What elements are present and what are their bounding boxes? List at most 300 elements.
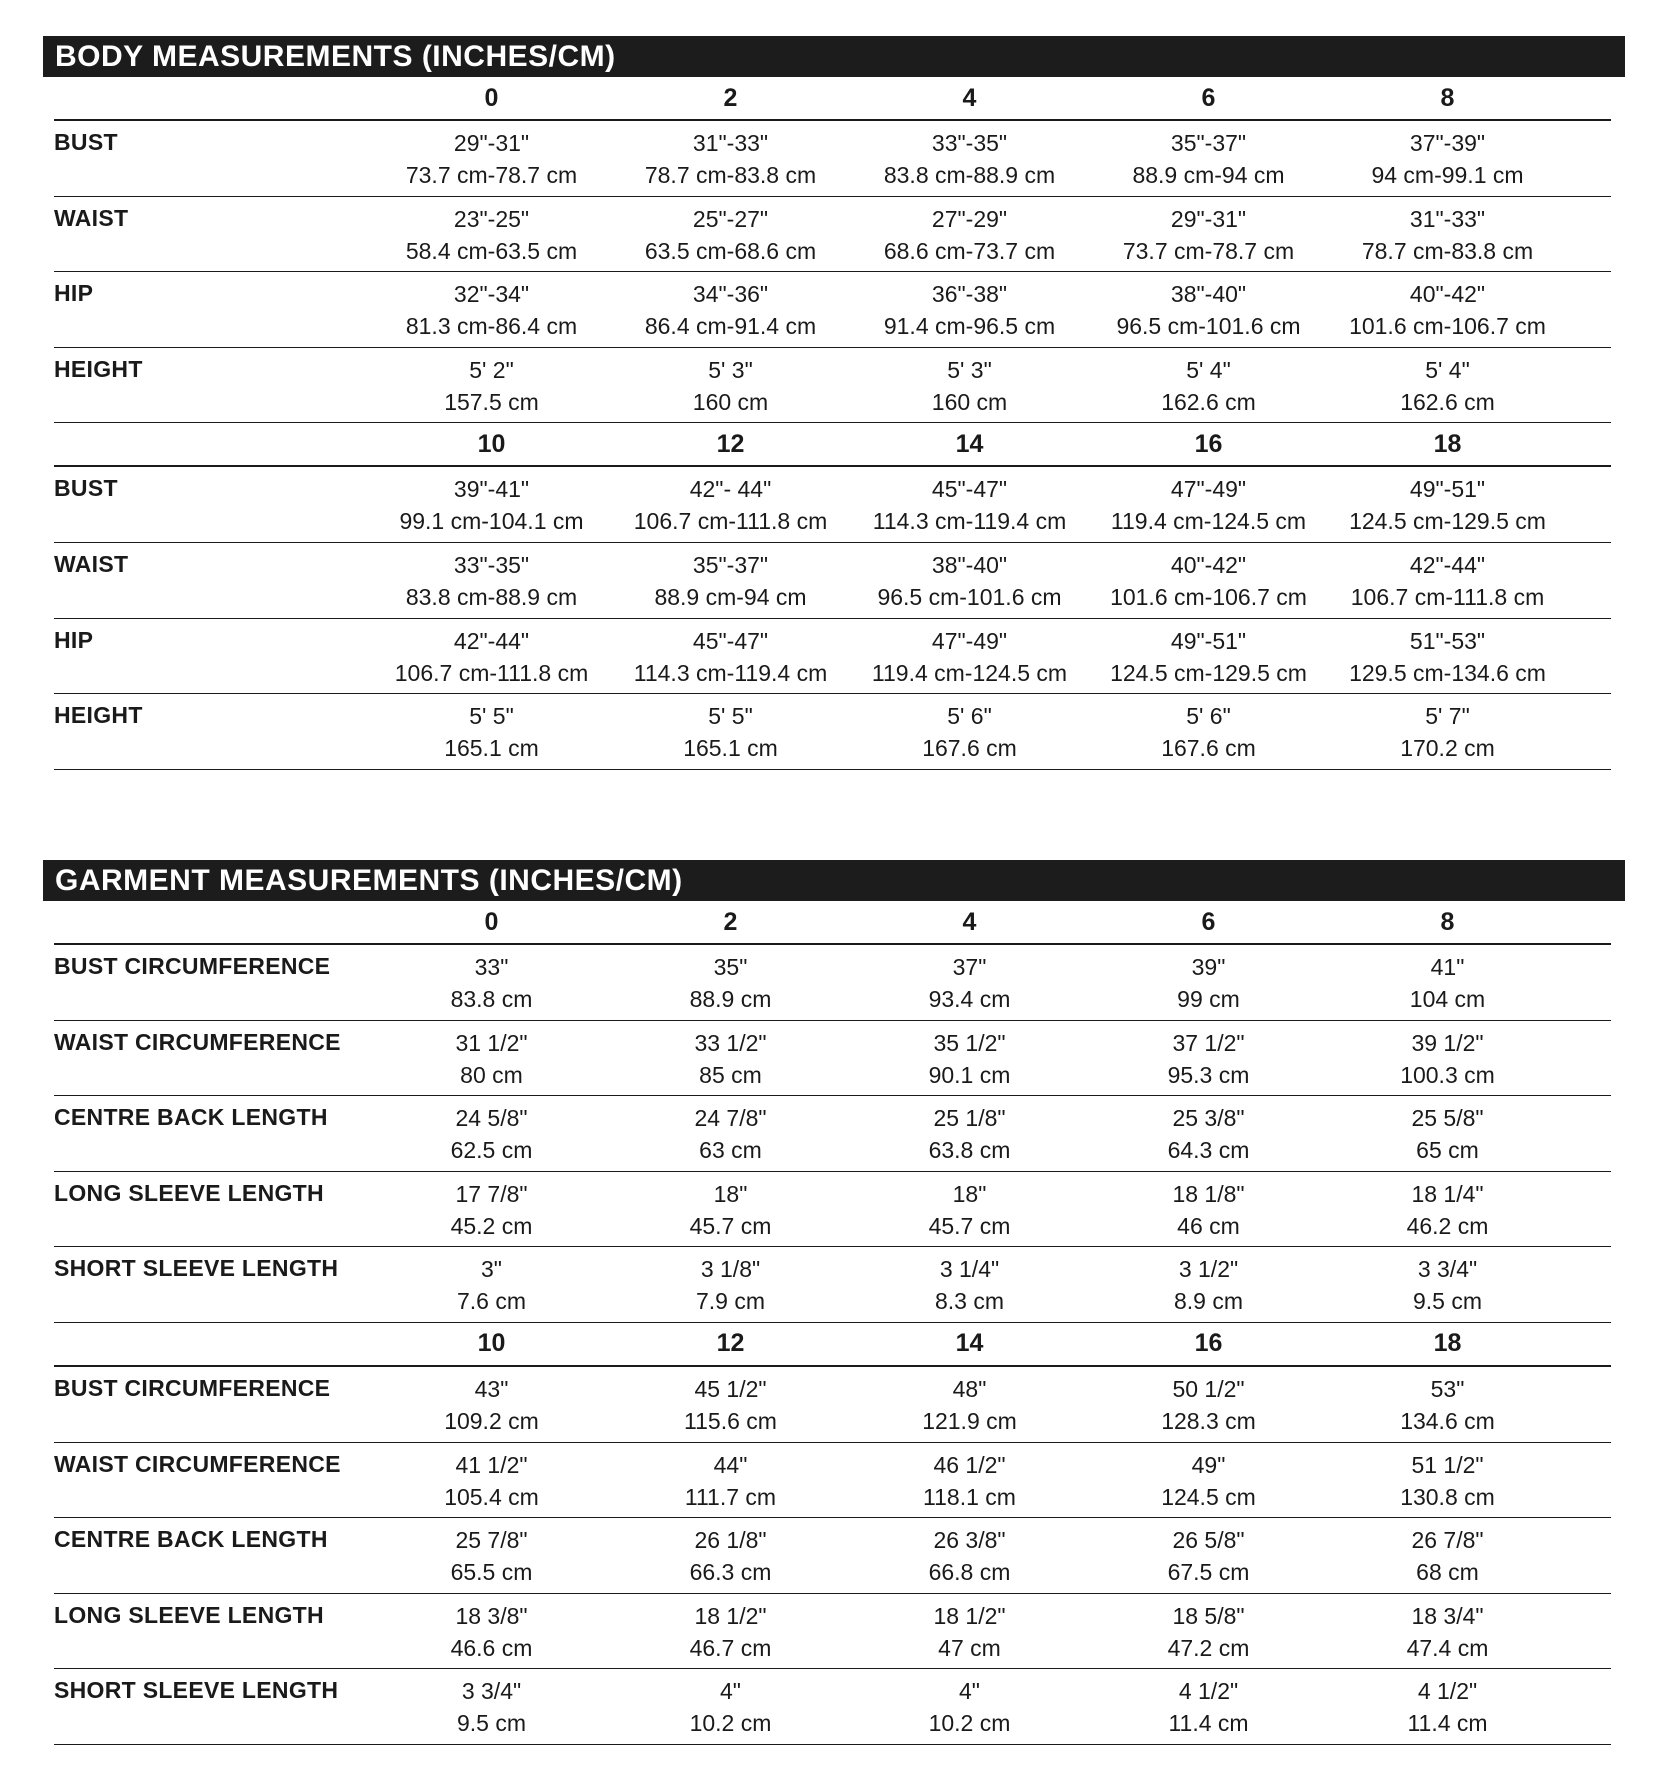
cm-value: 88.9 cm-94 cm	[1132, 162, 1285, 188]
measurement-cell	[611, 467, 850, 542]
table-row	[54, 1172, 1611, 1248]
cm-value: 78.7 cm-83.8 cm	[644, 162, 817, 188]
inch-value: 3 1/2"	[1178, 1256, 1239, 1283]
measurement-cell	[611, 1247, 850, 1322]
cm-value: 129.5 cm-134.6 cm	[1349, 659, 1546, 686]
measurement-cell	[1089, 1172, 1328, 1247]
table-row	[54, 1021, 1611, 1097]
inch-value: 25"-27"	[692, 205, 769, 232]
measurement-cell	[611, 272, 850, 347]
cm-value: 160 cm	[931, 388, 1008, 415]
inch-value: 48"	[952, 1375, 987, 1402]
section-title: BODY MEASUREMENTS (INCHES/CM)	[43, 36, 1625, 77]
cm-value: 111.7 cm	[684, 1483, 777, 1510]
size-header: 6	[1201, 907, 1216, 936]
inch-value: 33 1/2"	[694, 1029, 767, 1056]
inch-value: 18 1/2"	[933, 1602, 1006, 1629]
measurement-cell	[611, 543, 850, 618]
size-header: 2	[723, 907, 738, 936]
cm-value: 90.1 cm	[928, 1061, 1011, 1088]
cm-value: 106.7 cm-111.8 cm	[394, 659, 589, 686]
inch-value: 45"-47"	[692, 627, 769, 654]
inch-value: 5' 3"	[947, 356, 992, 383]
measurement-cell	[1089, 1021, 1328, 1096]
inch-value: 3 1/4"	[939, 1256, 1000, 1283]
cm-value: 58.4 cm-63.5 cm	[405, 237, 578, 264]
size-header: 0	[484, 83, 499, 112]
size-header: 4	[962, 907, 977, 936]
cm-value: 8.9 cm	[1173, 1288, 1244, 1315]
measurement-cell	[1328, 348, 1567, 423]
body-measurements-section	[43, 36, 1625, 770]
inch-value: 5' 5"	[708, 703, 753, 730]
measurement-cell	[611, 1518, 850, 1593]
inch-value: 34"-36"	[692, 281, 769, 308]
inch-value: 18 5/8"	[1172, 1602, 1245, 1629]
measurement-cell	[1089, 1669, 1328, 1744]
measurement-cell	[372, 1021, 611, 1096]
cm-value: 101.6 cm-106.7 cm	[1349, 313, 1546, 340]
row-label: BUST CIRCUMFERENCE	[54, 953, 331, 979]
cm-value: 45.2 cm	[450, 1212, 533, 1239]
inch-value: 31 1/2"	[455, 1029, 528, 1056]
measurement-cell	[611, 945, 850, 1020]
table-row	[54, 1247, 1611, 1323]
row-label: LONG SLEEVE LENGTH	[54, 1179, 324, 1206]
measurement-cell	[1328, 121, 1567, 196]
cm-value: 83.8 cm-88.9 cm	[405, 583, 578, 610]
inch-value: 43"	[474, 1375, 509, 1402]
cm-value: 7.9 cm	[695, 1288, 766, 1315]
measurement-cell	[850, 1247, 1089, 1322]
measurement-cell	[372, 619, 611, 694]
measurement-cell	[1089, 1247, 1328, 1322]
measurement-cell	[372, 543, 611, 618]
table-row	[54, 694, 1611, 770]
inch-value: 26 5/8"	[1172, 1527, 1245, 1554]
measurement-cell	[850, 1518, 1089, 1593]
inch-value: 25 3/8"	[1172, 1105, 1245, 1132]
measurement-cell	[850, 1367, 1089, 1442]
measurement-cell	[1328, 619, 1567, 694]
cm-value: 63.5 cm-68.6 cm	[644, 237, 817, 264]
inch-value: 29"-31"	[453, 130, 530, 156]
size-header: 2	[723, 83, 738, 112]
measurement-cell	[372, 197, 611, 272]
inch-value: 18 1/8"	[1172, 1180, 1245, 1207]
row-label: HEIGHT	[54, 702, 143, 729]
measurement-cell	[1328, 467, 1567, 542]
measurement-cell	[1328, 1443, 1567, 1518]
measurement-cell	[1328, 1096, 1567, 1171]
cm-value: 95.3 cm	[1167, 1061, 1250, 1088]
inch-value: 5' 4"	[1186, 356, 1231, 383]
inch-value: 4"	[720, 1678, 741, 1705]
inch-value: 3 3/4"	[1417, 1256, 1478, 1283]
inch-value: 5' 2"	[469, 356, 514, 383]
measurement-cell	[1089, 121, 1328, 196]
cm-value: 81.3 cm-86.4 cm	[405, 313, 578, 340]
measurement-cell	[372, 1669, 611, 1744]
inch-value: 45"-47"	[931, 476, 1008, 503]
inch-value: 47"-49"	[1170, 476, 1247, 503]
measurement-cell	[1089, 1367, 1328, 1442]
cm-value: 121.9 cm	[922, 1407, 1017, 1434]
cm-value: 10.2 cm	[689, 1710, 772, 1737]
inch-value: 29"-31"	[1170, 205, 1247, 232]
cm-value: 119.4 cm-124.5 cm	[1110, 508, 1307, 535]
table-row	[54, 1443, 1611, 1519]
measurement-cell	[1328, 1518, 1567, 1593]
measurement-cell	[850, 619, 1089, 694]
inch-value: 39 1/2"	[1411, 1029, 1484, 1056]
cm-value: 46.7 cm	[689, 1634, 772, 1661]
cm-value: 88.9 cm	[689, 986, 772, 1012]
size-header: 4	[962, 83, 977, 112]
measurement-cell	[611, 1594, 850, 1669]
inch-value: 46 1/2"	[933, 1451, 1006, 1478]
inch-value: 49"-51"	[1409, 476, 1486, 503]
cm-value: 47.4 cm	[1406, 1634, 1489, 1661]
inch-value: 27"-29"	[931, 205, 1008, 232]
table-row	[54, 1096, 1611, 1172]
inch-value: 25 1/8"	[933, 1105, 1006, 1132]
cm-value: 101.6 cm-106.7 cm	[1110, 583, 1307, 610]
cm-value: 94 cm-99.1 cm	[1371, 162, 1524, 188]
cm-value: 124.5 cm	[1161, 1483, 1256, 1510]
measurement-cell	[850, 197, 1089, 272]
row-label: HIP	[54, 280, 94, 307]
cm-value: 8.3 cm	[934, 1288, 1005, 1315]
cm-value: 65 cm	[1416, 1137, 1479, 1164]
inch-value: 51 1/2"	[1411, 1451, 1484, 1478]
table-row	[54, 1367, 1611, 1443]
inch-value: 36"-38"	[931, 281, 1008, 308]
size-header: 8	[1440, 907, 1455, 936]
size-header-row	[54, 77, 1611, 121]
inch-value: 5' 4"	[1425, 356, 1470, 383]
size-header: 0	[484, 907, 499, 936]
cm-value: 80 cm	[460, 1061, 523, 1088]
cm-value: 45.7 cm	[928, 1212, 1011, 1239]
cm-value: 93.4 cm	[928, 986, 1011, 1012]
cm-value: 10.2 cm	[928, 1710, 1011, 1737]
cm-value: 104 cm	[1409, 986, 1486, 1012]
size-header: 12	[716, 429, 745, 458]
inch-value: 32"-34"	[453, 281, 530, 308]
garment-measurements-section	[43, 860, 1625, 1745]
cm-value: 124.5 cm-129.5 cm	[1110, 659, 1307, 686]
measurement-cell	[1089, 945, 1328, 1020]
garment-measurements-table	[54, 901, 1611, 1745]
row-label: WAIST	[54, 550, 129, 577]
measurement-cell	[1328, 543, 1567, 618]
inch-value: 18"	[952, 1180, 987, 1207]
table-row	[54, 121, 1611, 197]
measurement-cell	[850, 1172, 1089, 1247]
inch-value: 33"-35"	[453, 551, 530, 578]
cm-value: 114.3 cm-119.4 cm	[872, 508, 1067, 535]
cm-value: 63 cm	[699, 1137, 762, 1164]
cm-value: 46 cm	[1177, 1212, 1240, 1239]
row-label: HIP	[54, 626, 94, 653]
measurement-cell	[1328, 1247, 1567, 1322]
inch-value: 39"-41"	[453, 476, 530, 503]
size-header: 18	[1433, 1329, 1462, 1358]
measurement-cell	[611, 1367, 850, 1442]
inch-value: 4 1/2"	[1178, 1678, 1239, 1705]
body-measurements-table	[54, 77, 1611, 770]
size-header-row	[54, 1323, 1611, 1367]
measurement-cell	[1089, 1518, 1328, 1593]
table-row	[54, 272, 1611, 348]
measurement-cell	[1089, 694, 1328, 769]
cm-value: 99.1 cm-104.1 cm	[399, 508, 584, 535]
inch-value: 5' 6"	[1186, 703, 1231, 730]
measurement-cell	[1089, 272, 1328, 347]
cm-value: 162.6 cm	[1161, 388, 1256, 415]
inch-value: 26 3/8"	[933, 1527, 1006, 1554]
measurement-cell	[611, 1172, 850, 1247]
row-label: LONG SLEEVE LENGTH	[54, 1601, 324, 1628]
inch-value: 3 3/4"	[461, 1678, 522, 1705]
inch-value: 53"	[1430, 1375, 1465, 1402]
size-header: 18	[1433, 429, 1462, 458]
inch-value: 37"	[952, 954, 987, 980]
cm-value: 167.6 cm	[1161, 735, 1256, 762]
size-header: 14	[955, 429, 984, 458]
cm-value: 47.2 cm	[1167, 1634, 1250, 1661]
size-header: 12	[716, 1329, 745, 1358]
inch-value: 40"-42"	[1409, 281, 1486, 308]
inch-value: 35"-37"	[692, 551, 769, 578]
measurement-cell	[850, 1443, 1089, 1518]
measurement-cell	[1328, 1021, 1567, 1096]
measurement-cell	[1328, 1367, 1567, 1442]
measurement-cell	[372, 1443, 611, 1518]
measurement-cell	[1089, 197, 1328, 272]
inch-value: 33"-35"	[931, 130, 1008, 156]
cm-value: 115.6 cm	[684, 1407, 777, 1434]
cm-value: 130.8 cm	[1400, 1483, 1495, 1510]
inch-value: 23"-25"	[453, 205, 530, 232]
cm-value: 100.3 cm	[1400, 1061, 1495, 1088]
cm-value: 9.5 cm	[456, 1710, 527, 1737]
cm-value: 68 cm	[1416, 1559, 1479, 1586]
cm-value: 114.3 cm-119.4 cm	[633, 659, 828, 686]
inch-value: 5' 3"	[708, 356, 753, 383]
cm-value: 46.6 cm	[450, 1634, 533, 1661]
row-label: BUST	[54, 475, 118, 502]
inch-value: 41"	[1430, 954, 1465, 980]
cm-value: 96.5 cm-101.6 cm	[877, 583, 1062, 610]
inch-value: 24 5/8"	[455, 1105, 528, 1132]
measurement-cell	[372, 467, 611, 542]
measurement-cell	[372, 121, 611, 196]
table-row	[54, 197, 1611, 273]
cm-value: 78.7 cm-83.8 cm	[1361, 237, 1534, 264]
cm-value: 65.5 cm	[450, 1559, 533, 1586]
row-label: WAIST	[54, 204, 129, 231]
measurement-cell	[1328, 1172, 1567, 1247]
inch-value: 18"	[713, 1180, 748, 1207]
measurement-cell	[1089, 619, 1328, 694]
measurement-cell	[850, 945, 1089, 1020]
inch-value: 37 1/2"	[1172, 1029, 1245, 1056]
measurement-cell	[1328, 197, 1567, 272]
inch-value: 25 7/8"	[455, 1527, 528, 1554]
inch-value: 38"-40"	[1170, 281, 1247, 308]
size-header: 10	[477, 1329, 506, 1358]
inch-value: 24 7/8"	[694, 1105, 767, 1132]
size-header: 6	[1201, 83, 1216, 112]
cm-value: 96.5 cm-101.6 cm	[1116, 313, 1301, 340]
measurement-cell	[372, 1172, 611, 1247]
measurement-cell	[1089, 1443, 1328, 1518]
measurement-cell	[850, 348, 1089, 423]
inch-value: 17 7/8"	[455, 1180, 528, 1207]
inch-value: 18 3/8"	[455, 1602, 528, 1629]
measurement-cell	[372, 1518, 611, 1593]
inch-value: 33"	[474, 954, 509, 980]
inch-value: 18 1/2"	[694, 1602, 767, 1629]
measurement-cell	[611, 121, 850, 196]
cm-value: 7.6 cm	[456, 1288, 527, 1315]
inch-value: 37"-39"	[1409, 130, 1486, 156]
inch-value: 42"- 44"	[689, 476, 772, 503]
cm-value: 46.2 cm	[1406, 1212, 1489, 1239]
cm-value: 88.9 cm-94 cm	[654, 583, 807, 610]
measurement-cell	[1328, 1669, 1567, 1744]
size-header: 8	[1440, 83, 1455, 112]
size-header: 16	[1194, 429, 1223, 458]
cm-value: 91.4 cm-96.5 cm	[883, 313, 1056, 340]
measurement-cell	[850, 1594, 1089, 1669]
inch-value: 44"	[713, 1451, 748, 1478]
measurement-cell	[611, 197, 850, 272]
measurement-cell	[611, 1669, 850, 1744]
inch-value: 38"-40"	[931, 551, 1008, 578]
size-header: 16	[1194, 1329, 1223, 1358]
inch-value: 51"-53"	[1409, 627, 1486, 654]
inch-value: 31"-33"	[1409, 205, 1486, 232]
inch-value: 26 7/8"	[1411, 1527, 1484, 1554]
cm-value: 160 cm	[692, 388, 769, 415]
measurement-cell	[372, 348, 611, 423]
measurement-cell	[850, 694, 1089, 769]
measurement-cell	[1328, 694, 1567, 769]
cm-value: 62.5 cm	[450, 1137, 533, 1164]
inch-value: 49"-51"	[1170, 627, 1247, 654]
measurement-cell	[372, 1096, 611, 1171]
section-title: GARMENT MEASUREMENTS (INCHES/CM)	[43, 860, 1625, 901]
measurement-cell	[1089, 467, 1328, 542]
cm-value: 134.6 cm	[1400, 1407, 1495, 1434]
measurement-cell	[372, 945, 611, 1020]
cm-value: 64.3 cm	[1167, 1137, 1250, 1164]
cm-value: 83.8 cm-88.9 cm	[883, 162, 1056, 188]
table-row	[54, 619, 1611, 695]
table-row	[54, 945, 1611, 1021]
table-row	[54, 1669, 1611, 1745]
cm-value: 68.6 cm-73.7 cm	[883, 237, 1056, 264]
measurement-cell	[372, 1594, 611, 1669]
cm-value: 162.6 cm	[1400, 388, 1495, 415]
measurement-cell	[372, 694, 611, 769]
measurement-cell	[850, 467, 1089, 542]
cm-value: 67.5 cm	[1167, 1559, 1250, 1586]
size-header-row	[54, 423, 1611, 467]
row-label: WAIST CIRCUMFERENCE	[54, 1450, 341, 1477]
measurement-cell	[372, 1247, 611, 1322]
row-label: HEIGHT	[54, 355, 143, 382]
cm-value: 106.7 cm-111.8 cm	[633, 508, 828, 535]
inch-value: 35 1/2"	[933, 1029, 1006, 1056]
inch-value: 26 1/8"	[694, 1527, 767, 1554]
table-row	[54, 1594, 1611, 1670]
cm-value: 124.5 cm-129.5 cm	[1349, 508, 1546, 535]
cm-value: 73.7 cm-78.7 cm	[405, 162, 578, 188]
cm-value: 63.8 cm	[928, 1137, 1011, 1164]
row-label: WAIST CIRCUMFERENCE	[54, 1028, 341, 1055]
cm-value: 157.5 cm	[444, 388, 539, 415]
inch-value: 5' 7"	[1425, 703, 1470, 730]
table-row	[54, 543, 1611, 619]
inch-value: 45 1/2"	[694, 1375, 767, 1402]
measurement-cell	[850, 543, 1089, 618]
measurement-cell	[1089, 543, 1328, 618]
cm-value: 86.4 cm-91.4 cm	[644, 313, 817, 340]
cm-value: 45.7 cm	[689, 1212, 772, 1239]
cm-value: 119.4 cm-124.5 cm	[871, 659, 1068, 686]
measurement-cell	[850, 1021, 1089, 1096]
cm-value: 66.8 cm	[928, 1559, 1011, 1586]
size-header: 10	[477, 429, 506, 458]
inch-value: 42"-44"	[453, 627, 530, 654]
table-row	[54, 467, 1611, 543]
size-header: 14	[955, 1329, 984, 1358]
inch-value: 5' 6"	[947, 703, 992, 730]
measurement-cell	[611, 348, 850, 423]
inch-value: 49"	[1191, 1451, 1226, 1478]
cm-value: 99 cm	[1177, 986, 1240, 1012]
measurement-cell	[1089, 1594, 1328, 1669]
measurement-cell	[611, 1021, 850, 1096]
inch-value: 35"-37"	[1170, 130, 1247, 156]
table-row	[54, 348, 1611, 424]
row-label: SHORT SLEEVE LENGTH	[54, 1255, 339, 1282]
cm-value: 105.4 cm	[444, 1483, 539, 1510]
inch-value: 50 1/2"	[1172, 1375, 1245, 1402]
cm-value: 66.3 cm	[689, 1559, 772, 1586]
inch-value: 18 1/4"	[1411, 1180, 1484, 1207]
measurement-cell	[1328, 272, 1567, 347]
measurement-cell	[372, 272, 611, 347]
inch-value: 5' 5"	[469, 703, 514, 730]
measurement-cell	[850, 121, 1089, 196]
cm-value: 170.2 cm	[1400, 735, 1495, 762]
inch-value: 4"	[959, 1678, 980, 1705]
row-label: BUST CIRCUMFERENCE	[54, 1374, 331, 1401]
inch-value: 47"-49"	[931, 627, 1008, 654]
measurement-cell	[611, 694, 850, 769]
inch-value: 31"-33"	[692, 130, 769, 156]
cm-value: 73.7 cm-78.7 cm	[1122, 237, 1295, 264]
measurement-cell	[850, 1669, 1089, 1744]
cm-value: 128.3 cm	[1161, 1407, 1256, 1434]
table-row	[54, 1518, 1611, 1594]
inch-value: 40"-42"	[1170, 551, 1247, 578]
